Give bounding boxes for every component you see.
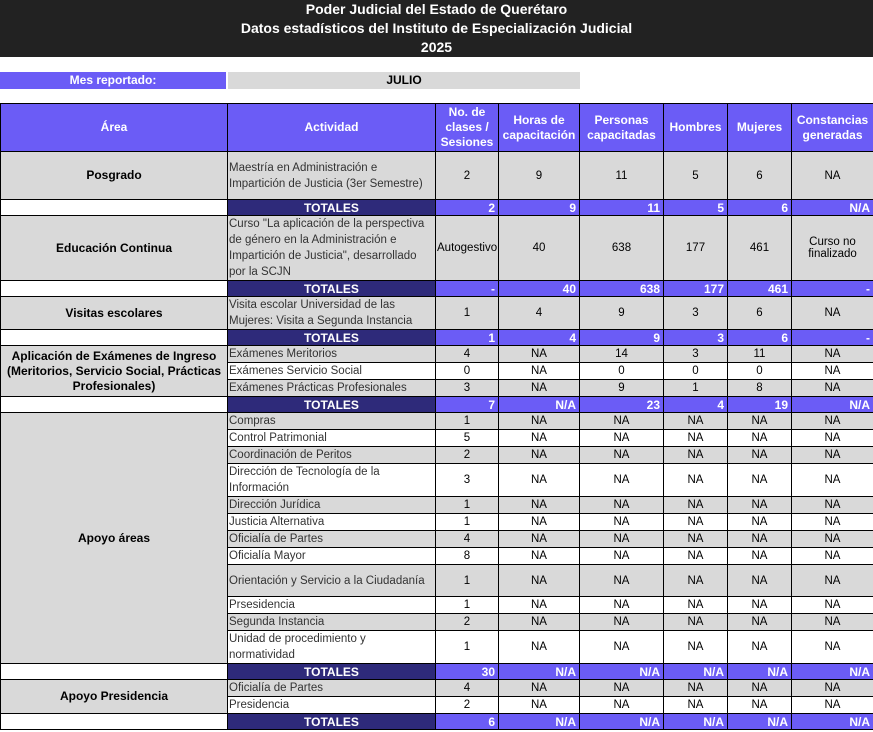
value-cell: NA — [792, 548, 873, 565]
activity-cell: Curso "La aplicación de la perspectiva de género en la Administración e Impartición de Justicia", desarrollado por la SCJN — [228, 216, 436, 281]
value-cell: 9 — [580, 297, 664, 330]
value-cell: NA — [792, 430, 873, 447]
value-cell: NA — [580, 514, 664, 531]
value-cell: NA — [499, 380, 580, 397]
table-header-row — [1, 104, 873, 152]
activity-cell: Visita escolar Universidad de las Mujeres: Visita a Segunda Instancia — [228, 297, 436, 330]
activity-cell: Prsesidencia — [228, 597, 436, 614]
totals-label: TOTALES — [228, 714, 436, 730]
value-cell: 40 — [499, 216, 580, 281]
total-value: - — [792, 330, 873, 346]
value-cell: NA — [499, 346, 580, 363]
value-cell: 4 — [436, 531, 499, 548]
total-value: N/A — [792, 664, 873, 680]
table-row — [1, 152, 873, 200]
value-cell: 1 — [436, 597, 499, 614]
value-cell: 6 — [728, 297, 792, 330]
area-cell: Posgrado — [1, 152, 228, 200]
totals-blank — [1, 397, 228, 413]
value-cell: 4 — [499, 297, 580, 330]
value-cell: NA — [499, 614, 580, 631]
total-value: 9 — [580, 330, 664, 346]
value-cell: NA — [664, 631, 728, 664]
value-cell: NA — [664, 614, 728, 631]
total-value: N/A — [580, 714, 664, 730]
value-cell: NA — [580, 565, 664, 597]
value-cell: NA — [499, 565, 580, 597]
value-cell: 5 — [664, 152, 728, 200]
value-cell: NA — [792, 297, 873, 330]
value-cell: NA — [792, 565, 873, 597]
activity-cell: Justicia Alternativa — [228, 514, 436, 531]
value-cell: NA — [580, 548, 664, 565]
value-cell: 11 — [580, 152, 664, 200]
total-value: 6 — [436, 714, 499, 730]
col-actividad: Actividad — [228, 104, 436, 152]
total-value: - — [436, 281, 499, 297]
activity-cell: Segunda Instancia — [228, 614, 436, 631]
value-cell: 3 — [436, 380, 499, 397]
value-cell: NA — [580, 597, 664, 614]
total-value: N/A — [664, 664, 728, 680]
total-value: N/A — [792, 200, 873, 216]
value-cell: 638 — [580, 216, 664, 281]
value-cell: 1 — [436, 514, 499, 531]
total-value: N/A — [728, 714, 792, 730]
value-cell: 4 — [436, 346, 499, 363]
totals-label: TOTALES — [228, 200, 436, 216]
total-value: 23 — [580, 397, 664, 413]
value-cell: NA — [664, 531, 728, 548]
col-personas: Personas capacitadas — [580, 104, 664, 152]
area-cell: Apoyo Presidencia — [1, 680, 228, 714]
value-cell: NA — [792, 152, 873, 200]
table-row — [1, 297, 873, 330]
value-cell: NA — [499, 631, 580, 664]
totals-row — [1, 200, 873, 216]
value-cell: NA — [728, 413, 792, 430]
totals-row — [1, 664, 873, 680]
total-value: 19 — [728, 397, 792, 413]
value-cell: NA — [499, 531, 580, 548]
value-cell: NA — [499, 447, 580, 464]
value-cell: 1 — [436, 413, 499, 430]
value-cell: NA — [499, 363, 580, 380]
value-cell: NA — [792, 631, 873, 664]
value-cell: 3 — [664, 346, 728, 363]
value-cell: NA — [499, 430, 580, 447]
value-cell: NA — [792, 680, 873, 697]
totals-blank — [1, 200, 228, 216]
value-cell: NA — [728, 680, 792, 697]
value-cell: 0 — [580, 363, 664, 380]
totals-blank — [1, 714, 228, 730]
value-cell: NA — [728, 514, 792, 531]
totals-blank — [1, 281, 228, 297]
table-row — [1, 680, 873, 697]
value-cell: NA — [792, 531, 873, 548]
value-cell: 6 — [728, 152, 792, 200]
value-cell: NA — [664, 680, 728, 697]
value-cell: NA — [499, 697, 580, 714]
totals-label: TOTALES — [228, 397, 436, 413]
value-cell: 2 — [436, 447, 499, 464]
value-cell: NA — [499, 413, 580, 430]
value-cell: 9 — [499, 152, 580, 200]
value-cell: NA — [792, 380, 873, 397]
value-cell: 1 — [436, 497, 499, 514]
header-title: Poder Judicial del Estado de Querétaro — [305, 1, 568, 17]
activity-cell: Presidencia — [228, 697, 436, 714]
stats-table — [0, 103, 873, 730]
value-cell: 3 — [436, 464, 499, 497]
area-cell: Aplicación de Exámenes de Ingreso (Meritorios, Servicio Social, Prácticas Profesionales) — [1, 346, 228, 397]
header-subtitle: Datos estadísticos del Instituto de Especialización Judicial — [240, 20, 633, 36]
value-cell: NA — [792, 697, 873, 714]
value-cell: NA — [728, 631, 792, 664]
col-area: Área — [1, 104, 228, 152]
total-value: N/A — [664, 714, 728, 730]
value-cell: NA — [792, 497, 873, 514]
month-value: JULIO — [228, 72, 580, 89]
total-value: 9 — [499, 200, 580, 216]
activity-cell: Oficialía Mayor — [228, 548, 436, 565]
activity-cell: Exámenes Meritorios — [228, 346, 436, 363]
activity-cell: Exámenes Servicio Social — [228, 363, 436, 380]
value-cell: 3 — [664, 297, 728, 330]
value-cell: NA — [499, 680, 580, 697]
value-cell: Autogestivo — [436, 216, 499, 281]
month-label: Mes reportado: — [0, 72, 226, 89]
value-cell: 177 — [664, 216, 728, 281]
total-value: 6 — [728, 200, 792, 216]
total-value: N/A — [792, 714, 873, 730]
total-value: 11 — [580, 200, 664, 216]
activity-cell: Dirección Jurídica — [228, 497, 436, 514]
value-cell: 1 — [436, 565, 499, 597]
total-value: 2 — [436, 200, 499, 216]
value-cell: NA — [580, 614, 664, 631]
value-cell: 4 — [436, 680, 499, 697]
value-cell: NA — [728, 565, 792, 597]
value-cell: NA — [580, 447, 664, 464]
area-cell: Visitas escolares — [1, 297, 228, 330]
totals-blank — [1, 664, 228, 680]
value-cell: NA — [664, 548, 728, 565]
activity-cell: Orientación y Servicio a la Ciudadanía — [228, 565, 436, 597]
value-cell: NA — [664, 447, 728, 464]
value-cell: NA — [792, 597, 873, 614]
totals-label: TOTALES — [228, 281, 436, 297]
value-cell: 2 — [436, 614, 499, 631]
value-cell: 11 — [728, 346, 792, 363]
value-cell: NA — [728, 497, 792, 514]
total-value: 3 — [664, 330, 728, 346]
totals-blank — [1, 330, 228, 346]
value-cell: NA — [728, 464, 792, 497]
header-year: 2025 — [420, 39, 453, 55]
value-cell: NA — [792, 514, 873, 531]
value-cell: NA — [580, 413, 664, 430]
col-constancias: Constancias generadas — [792, 104, 873, 152]
value-cell: NA — [580, 697, 664, 714]
value-cell: NA — [792, 447, 873, 464]
total-value: N/A — [499, 714, 580, 730]
value-cell: NA — [792, 464, 873, 497]
col-hombres: Hombres — [664, 104, 728, 152]
activity-cell: Coordinación de Peritos — [228, 447, 436, 464]
value-cell: 0 — [664, 363, 728, 380]
total-value: 40 — [499, 281, 580, 297]
value-cell: NA — [580, 464, 664, 497]
value-cell: NA — [499, 597, 580, 614]
value-cell: NA — [792, 346, 873, 363]
activity-cell: Oficialía de Partes — [228, 680, 436, 697]
total-value: 6 — [728, 330, 792, 346]
total-value: 1 — [436, 330, 499, 346]
value-cell: NA — [580, 631, 664, 664]
value-cell: 14 — [580, 346, 664, 363]
value-cell: NA — [728, 614, 792, 631]
value-cell: Curso no finalizado — [792, 216, 873, 281]
total-value: 4 — [499, 330, 580, 346]
month-row — [0, 57, 873, 103]
value-cell: 0 — [436, 363, 499, 380]
value-cell: 8 — [436, 548, 499, 565]
area-cell: Educación Continua — [1, 216, 228, 281]
totals-row — [1, 714, 873, 730]
value-cell: 461 — [728, 216, 792, 281]
activity-cell: Maestría en Administración e Impartición de Justicia (3er Semestre) — [228, 152, 436, 200]
table-body — [1, 152, 873, 730]
value-cell: 8 — [728, 380, 792, 397]
value-cell: 0 — [728, 363, 792, 380]
value-cell: 1 — [664, 380, 728, 397]
value-cell: NA — [580, 531, 664, 548]
value-cell: NA — [728, 697, 792, 714]
total-value: N/A — [499, 397, 580, 413]
value-cell: 1 — [436, 631, 499, 664]
activity-cell: Unidad de procedimiento y normatividad — [228, 631, 436, 664]
value-cell: NA — [664, 464, 728, 497]
col-mujeres: Mujeres — [728, 104, 792, 152]
activity-cell: Control Patrimonial — [228, 430, 436, 447]
total-value: N/A — [499, 664, 580, 680]
total-value: N/A — [580, 664, 664, 680]
value-cell: NA — [792, 363, 873, 380]
total-value: N/A — [728, 664, 792, 680]
report-header — [0, 0, 873, 57]
activity-cell: Compras — [228, 413, 436, 430]
activity-cell: Exámenes Prácticas Profesionales — [228, 380, 436, 397]
value-cell: NA — [792, 614, 873, 631]
table-row — [1, 413, 873, 430]
totals-row — [1, 281, 873, 297]
value-cell: NA — [664, 497, 728, 514]
value-cell: 5 — [436, 430, 499, 447]
totals-row — [1, 330, 873, 346]
value-cell: NA — [664, 430, 728, 447]
total-value: 638 — [580, 281, 664, 297]
value-cell: NA — [580, 497, 664, 514]
total-value: 4 — [664, 397, 728, 413]
total-value: - — [792, 281, 873, 297]
value-cell: 9 — [580, 380, 664, 397]
value-cell: NA — [728, 531, 792, 548]
total-value: 177 — [664, 281, 728, 297]
totals-label: TOTALES — [228, 330, 436, 346]
value-cell: NA — [499, 497, 580, 514]
value-cell: NA — [792, 413, 873, 430]
col-sesiones: No. de clases / Sesiones — [436, 104, 499, 152]
value-cell: NA — [728, 548, 792, 565]
totals-label: TOTALES — [228, 664, 436, 680]
value-cell: NA — [728, 447, 792, 464]
totals-row — [1, 397, 873, 413]
value-cell: NA — [580, 430, 664, 447]
value-cell: NA — [499, 548, 580, 565]
table-row — [1, 216, 873, 281]
total-value: 30 — [436, 664, 499, 680]
value-cell: NA — [664, 514, 728, 531]
value-cell: NA — [664, 413, 728, 430]
col-horas: Horas de capacitación — [499, 104, 580, 152]
total-value: 461 — [728, 281, 792, 297]
value-cell: NA — [664, 565, 728, 597]
activity-cell: Oficialía de Partes — [228, 531, 436, 548]
total-value: 5 — [664, 200, 728, 216]
activity-cell: Dirección de Tecnología de la Información — [228, 464, 436, 497]
value-cell: NA — [580, 680, 664, 697]
table-row — [1, 346, 873, 363]
total-value: 7 — [436, 397, 499, 413]
area-cell: Apoyo áreas — [1, 413, 228, 664]
value-cell: 2 — [436, 152, 499, 200]
value-cell: 2 — [436, 697, 499, 714]
value-cell: 1 — [436, 297, 499, 330]
total-value: N/A — [792, 397, 873, 413]
value-cell: NA — [499, 514, 580, 531]
value-cell: NA — [499, 464, 580, 497]
value-cell: NA — [728, 430, 792, 447]
value-cell: NA — [728, 597, 792, 614]
value-cell: NA — [664, 697, 728, 714]
value-cell: NA — [664, 597, 728, 614]
